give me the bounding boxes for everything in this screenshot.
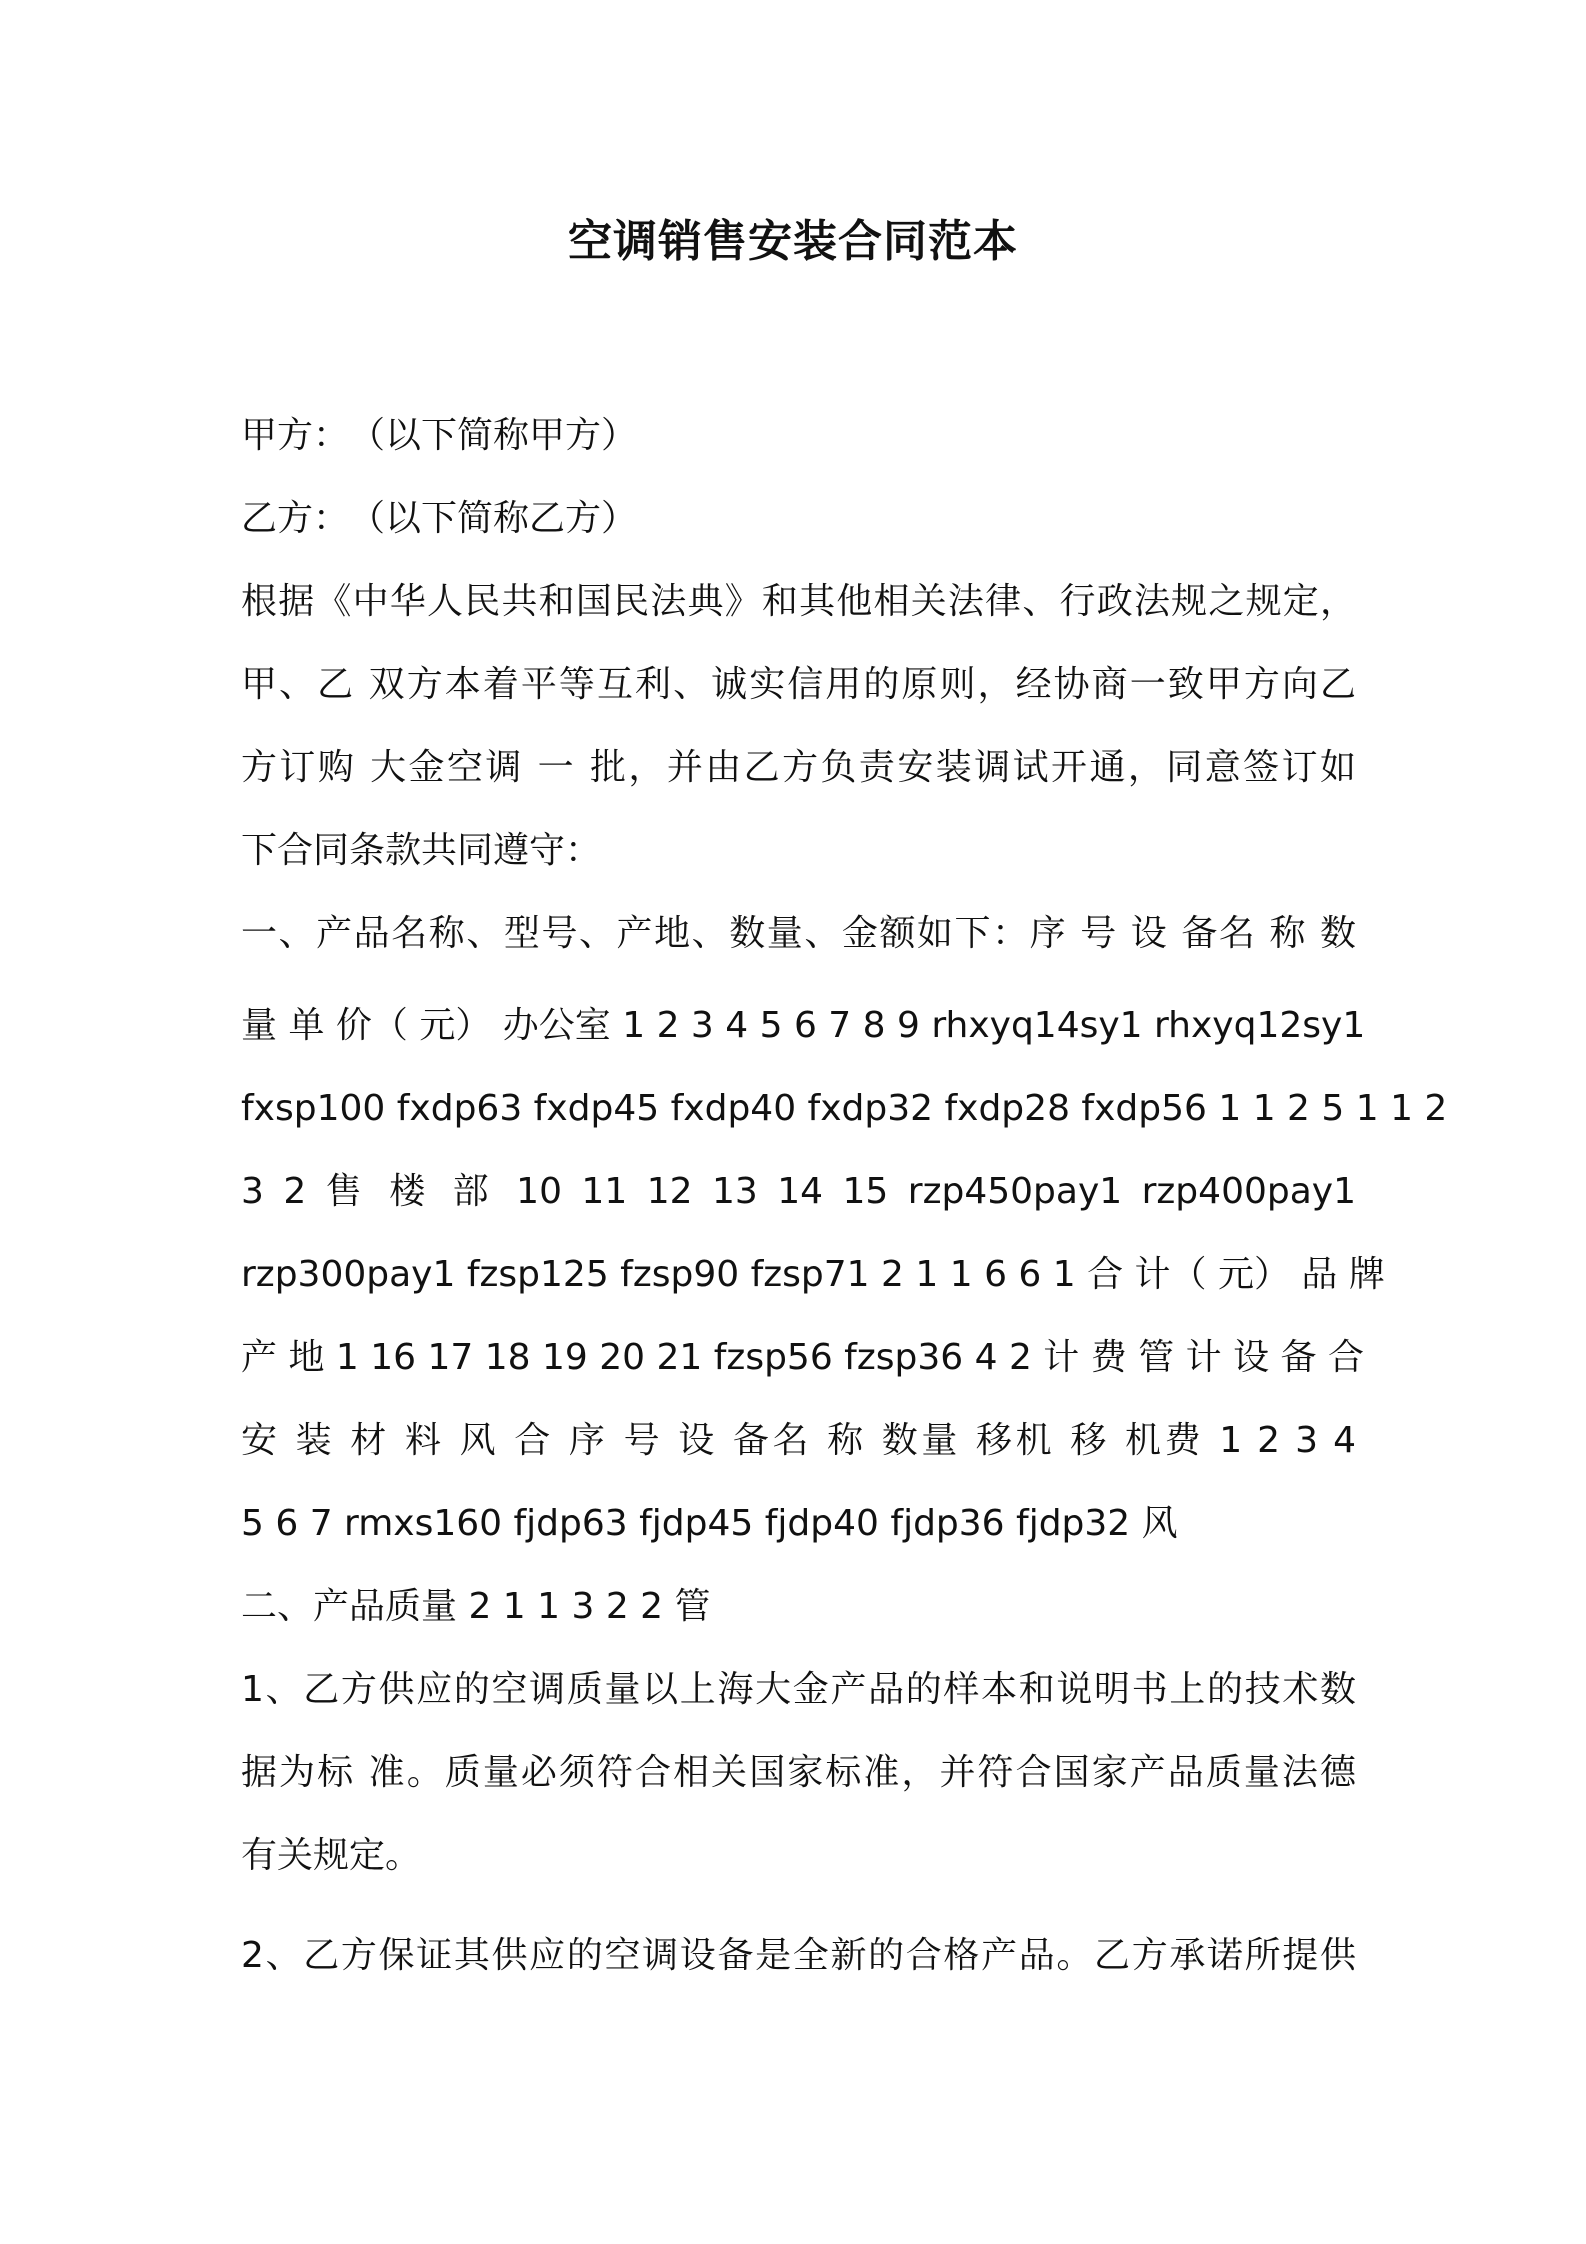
section-2-heading: 二、产品质量 2 1 1 3 2 2 管	[241, 1586, 711, 1627]
party-b-line: 乙方： （以下简称乙方）	[241, 498, 638, 539]
party-a-line: 甲方： （以下简称甲方）	[241, 415, 638, 456]
document-title: 空调销售安装合同范本	[568, 216, 1018, 267]
preamble-line-4: 下合同条款共同遵守：	[241, 830, 602, 871]
section-1-heading: 一、产品名称、型号、产地、数量、金额如下：序 号 设 备名 称 数	[241, 913, 1356, 954]
quality-clause-1-line-3: 有关规定。	[241, 1835, 422, 1876]
product-table-line-1: 量 单 价（ 元） 办公室 1 2 3 4 5 6 7 8 9 rhxyq14sy1 rhxyq12sy1	[241, 1005, 1366, 1046]
product-table-line-6: 安 装 材 料 风 合 序 号 设 备名 称 数量 移机 移 机费 1 2 3 4	[241, 1420, 1356, 1461]
product-table-line-3: 3 2 售 楼 部 10 11 12 13 14 15 rzp450pay1 rzp400pay1	[241, 1171, 1356, 1212]
preamble-line-3: 方订购 大金空调 一 批，并由乙方负责安装调试开通，同意签订如	[241, 747, 1356, 788]
product-table-line-4: rzp300pay1 fzsp125 fzsp90 fzsp71 2 1 1 6 6 1 合 计（ 元） 品 牌	[241, 1254, 1385, 1295]
quality-clause-1-line-1: 1、乙方供应的空调质量以上海大金产品的样本和说明书上的技术数	[241, 1669, 1356, 1710]
preamble-line-2: 甲、乙 双方本着平等互利、诚实信用的原则，经协商一致甲方向乙	[241, 664, 1356, 705]
preamble-line-1: 根据《中华人民共和国民法典》和其他相关法律、行政法规之规定，	[241, 581, 1356, 622]
quality-clause-2-line-1: 2、乙方保证其供应的空调设备是全新的合格产品。乙方承诺所提供	[241, 1935, 1356, 1976]
product-table-line-2: fxsp100 fxdp63 fxdp45 fxdp40 fxdp32 fxdp28 fxdp56 1 1 2 5 1 1 2	[241, 1088, 1448, 1129]
quality-clause-1-line-2: 据为标 准。质量必须符合相关国家标准，并符合国家产品质量法德	[241, 1752, 1356, 1793]
product-table-line-5: 产 地 1 16 17 18 19 20 21 fzsp56 fzsp36 4 2 计 费 管 计 设 备 合	[241, 1337, 1364, 1378]
product-table-line-7: 5 6 7 rmxs160 fjdp63 fjdp45 fjdp40 fjdp36 fjdp32 风	[241, 1503, 1178, 1544]
